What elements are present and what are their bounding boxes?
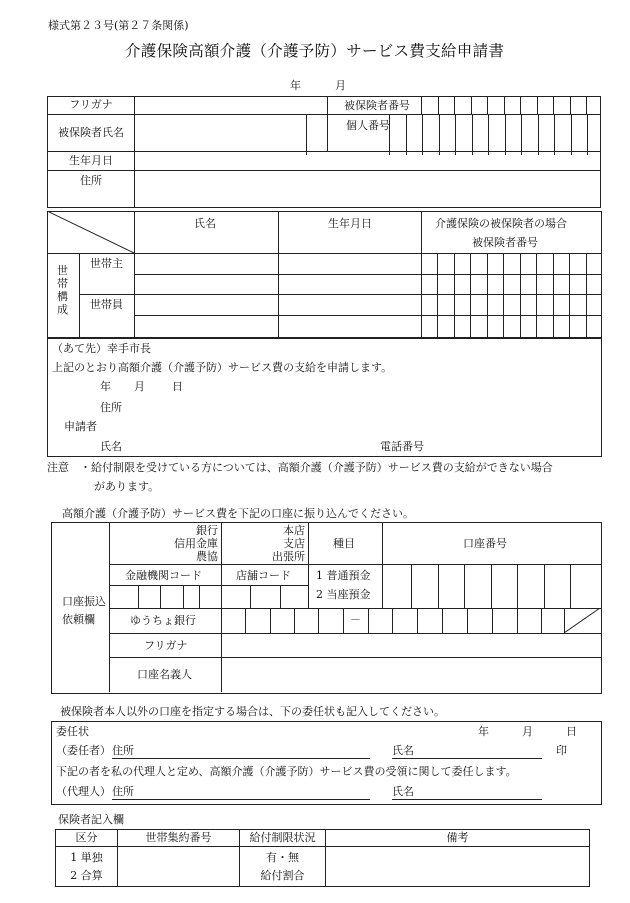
digit-divider [389, 114, 390, 155]
digit-divider [537, 96, 538, 114]
application-month: 月 [134, 380, 145, 393]
delegation-day: 日 [566, 725, 577, 738]
digit-divider [492, 608, 493, 633]
digit-divider [392, 608, 393, 633]
digit-divider [571, 114, 572, 155]
digit-divider [553, 253, 554, 337]
digit-divider [520, 96, 521, 114]
header-year-label: 年 [290, 79, 301, 92]
digit-divider [487, 253, 488, 337]
digit-divider [160, 585, 161, 608]
header-month-label: 月 [335, 79, 346, 92]
household-group-label: 世帯構成 [57, 264, 68, 316]
applicant-phone-label: 電話番号 [380, 440, 424, 453]
kind-option-2[interactable]: 2 当座預金 [316, 588, 371, 601]
digit-divider [472, 114, 473, 155]
branch-type-main: 本店 [283, 524, 305, 537]
applicant-name-label: 氏名 [100, 440, 122, 453]
digit-divider [505, 114, 506, 155]
digit-divider [570, 564, 571, 608]
digit-divider [554, 114, 555, 155]
insurer-table [55, 829, 590, 887]
agent-address-label: 住所 [112, 785, 134, 798]
notes-line1: ・給付制限を受けている方については、高額介護（介護予防）サービス費の支給ができない場合 [80, 461, 553, 474]
digit-divider [586, 96, 587, 114]
digit-divider [538, 114, 539, 155]
digit-divider [464, 564, 465, 608]
address-label: 住所 [48, 171, 135, 208]
household-col-insured-line2: 被保険者番号 [472, 236, 538, 249]
institution-types [150, 524, 218, 563]
digit-divider [517, 608, 518, 633]
form-number: 様式第２３号(第２７条関係) [48, 19, 189, 32]
digit-divider [183, 585, 184, 608]
delegator-address-line[interactable] [112, 758, 370, 759]
insurer-household-cell[interactable] [118, 847, 240, 887]
digit-divider [455, 114, 456, 155]
digit-divider [306, 114, 307, 155]
digit-divider [422, 114, 423, 155]
digit-divider [417, 608, 418, 633]
benefit-ratio: 給付割合 [260, 868, 305, 882]
insurer-header-remarks: 備考 [326, 830, 590, 847]
insured-name-field[interactable] [135, 115, 328, 152]
kind-option-1[interactable]: 1 普通預金 [316, 569, 371, 582]
digit-divider [587, 114, 588, 155]
delegator-address-label: 住所 [112, 744, 134, 757]
bank-side-label-2: 依頼欄 [62, 613, 95, 626]
insurer-header-household: 世帯集約番号 [118, 830, 240, 847]
digit-divider [294, 608, 295, 633]
digit-divider [437, 253, 438, 337]
delegation-intro: 被保険者本人以外の口座を指定する場合は、下の委任状も記入してください。 [60, 705, 445, 718]
digit-divider [471, 96, 472, 114]
birthdate-label: 生年月日 [48, 152, 135, 171]
digit-divider [439, 114, 440, 155]
applicant-address-label: 住所 [100, 401, 122, 414]
digit-divider [421, 96, 422, 114]
digit-divider [343, 608, 344, 633]
kind-label: 種目 [333, 537, 355, 550]
application-statement: 上記のとおり高額介護（介護予防）サービス費の支給を申請します。 [52, 361, 393, 374]
digit-divider [250, 585, 251, 608]
digit-divider [406, 114, 407, 155]
personal-number-area [328, 115, 601, 152]
furigana-field[interactable] [135, 97, 328, 115]
application-frame [47, 337, 602, 457]
insured-number-label: 被保険者番号 [344, 99, 410, 112]
digit-divider [411, 564, 412, 608]
insurer-restriction-cell[interactable] [240, 847, 326, 887]
yucho-label: ゆうちょ銀行 [130, 614, 196, 627]
agent-name-line[interactable] [392, 799, 542, 800]
delegator-name-label: 氏名 [392, 744, 414, 757]
category-option-combined: 2 合算 [70, 868, 103, 882]
digit-divider [491, 564, 492, 608]
agent-name-label: 氏名 [392, 785, 414, 798]
household-col-birthdate: 生年月日 [328, 217, 372, 230]
delegation-title: 委任状 [56, 725, 89, 738]
digit-divider [138, 585, 139, 608]
digit-divider [438, 564, 439, 608]
birthdate-field[interactable] [135, 152, 601, 171]
digit-divider [487, 96, 488, 114]
branch-code-label: 店舗コード [236, 569, 291, 582]
insurer-category-cell[interactable] [56, 847, 118, 887]
household-col-insured-line1: 介護保険の被保険者の場合 [435, 217, 567, 230]
yucho-slash [564, 608, 601, 634]
application-day: 日 [172, 380, 183, 393]
personal-number-label: 個人番号 [346, 119, 390, 132]
furigana-label: フリガナ [48, 97, 135, 115]
notes-label: 注意 [47, 461, 69, 474]
agent-address-line[interactable] [112, 799, 370, 800]
digit-divider [504, 96, 505, 114]
digit-divider [569, 253, 570, 337]
digit-divider [503, 253, 504, 337]
yucho-dash: － [350, 613, 361, 626]
agent-label: （代理人） [56, 785, 111, 798]
inst-type-ja: 農協 [196, 550, 218, 563]
account-holder-label: 口座名義人 [137, 668, 192, 681]
digit-divider [541, 608, 542, 633]
applicant-label: 申請者 [64, 420, 97, 433]
digit-divider [470, 253, 471, 337]
digit-divider [544, 564, 545, 608]
addressee: （あて先）幸手市長 [52, 342, 151, 355]
branch-type-branch: 支店 [283, 537, 305, 550]
application-year: 年 [100, 380, 111, 393]
insured-number-area [328, 97, 601, 115]
branch-type-office: 出張所 [272, 550, 305, 563]
diagonal-corner [47, 211, 135, 254]
bank-furigana-label: フリガナ [144, 639, 188, 652]
notes-line2: があります。 [94, 480, 160, 493]
insurer-title: 保険者記入欄 [58, 813, 124, 826]
inst-type-credit: 信用金庫 [174, 537, 218, 550]
digit-divider [454, 96, 455, 114]
digit-divider [270, 608, 271, 633]
account-number-label: 口座番号 [463, 537, 507, 550]
digit-divider [586, 253, 587, 337]
bank-side-label-1: 口座振込 [62, 595, 106, 608]
digit-divider [318, 608, 319, 633]
insurer-remarks-cell[interactable] [326, 847, 590, 887]
restriction-option: 有・無 [266, 850, 299, 864]
digit-divider [442, 608, 443, 633]
category-option-single: 1 単独 [70, 850, 103, 864]
applicant-table [47, 96, 601, 208]
digit-divider [199, 585, 200, 608]
inst-code-label: 金融機関コード [125, 569, 202, 582]
digit-divider [280, 585, 281, 608]
household-member-label: 世帯員 [90, 298, 123, 311]
digit-divider [245, 608, 246, 633]
insured-name-label: 被保険者氏名 [48, 115, 135, 152]
delegator-name-line[interactable] [392, 758, 542, 759]
digit-divider [438, 96, 439, 114]
bank-intro: 高額介護（介護予防）サービス費を下記の口座に振り込んでください。 [62, 507, 414, 520]
address-field[interactable] [135, 171, 601, 208]
digit-divider [553, 96, 554, 114]
digit-divider [368, 608, 369, 633]
delegator-label: （委任者） [56, 744, 111, 757]
digit-divider [570, 96, 571, 114]
delegation-year: 年 [478, 725, 489, 738]
insurer-header-restriction: 給付制限状況 [240, 830, 326, 847]
digit-divider [521, 114, 522, 155]
household-col-name: 氏名 [194, 217, 216, 230]
delegation-month: 月 [522, 725, 533, 738]
digit-divider [517, 564, 518, 608]
page-title: 介護保険高額介護（介護予防）サービス費支給申請書 [125, 42, 505, 60]
seal-label: 印 [556, 744, 567, 757]
delegation-statement: 下記の者を私の代理人と定め、高額介護（介護予防）サービス費の受領に関して委任します。 [56, 765, 517, 778]
digit-divider [520, 253, 521, 337]
household-head-label: 世帯主 [90, 257, 123, 270]
digit-divider [467, 608, 468, 633]
insurer-header-category: 区分 [56, 830, 118, 847]
digit-divider [488, 114, 489, 155]
digit-divider [536, 253, 537, 337]
inst-type-bank: 銀行 [196, 524, 218, 537]
digit-divider [454, 253, 455, 337]
branch-types [255, 524, 305, 563]
